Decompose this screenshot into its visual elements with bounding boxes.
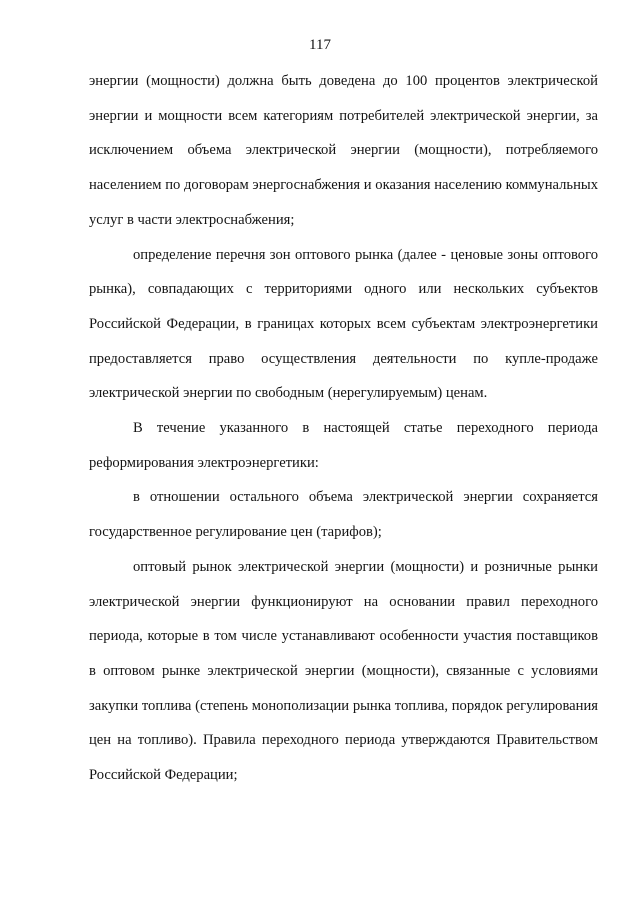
document-body <box>89 64 598 793</box>
paragraph-2: определение перечня зон оптового рынка (далее - ценовые зоны оптового рынка), совпадающих с территориями одного или нескольких субъектов Российской Федерации, в границах которых всем субъектам электроэнергетики предоставляется право осуществления деятельности по купле-продаже электрической энергии по свободным (нерегулируемым) ценам. <box>89 246 598 402</box>
page-number: 117 <box>309 37 331 53</box>
paragraph-1: энергии (мощности) должна быть доведена до 100 процентов электрической энергии и мощности всем категориям потребителей электрической энергии, за исключением объема электрической энергии (мощности), потребляемого населением по договорам энергоснабжения и оказания населению коммунальных услуг в части электроснабжения; <box>89 73 598 228</box>
paragraph-4: в отношении остального объема электрической энергии сохраняется государственное регулирование цен (тарифов); <box>89 489 598 541</box>
paragraph-5: оптовый рынок электрической энергии (мощности) и розничные рынки электрической энергии функционируют на основании правил переходного периода, которые в том числе устанавливают особенности участия поставщиков в оптовом рынке электрической энергии (мощности), связанные с условиями закупки топлива (степень монополизации рынка топлива, порядок регулирования цен на топливо). Правила переходного периода утверждаются Правительством Российской Федерации; <box>89 558 598 784</box>
paragraph-3: В течение указанного в настоящей статье переходного периода реформирования электроэнергетики: <box>89 420 598 471</box>
